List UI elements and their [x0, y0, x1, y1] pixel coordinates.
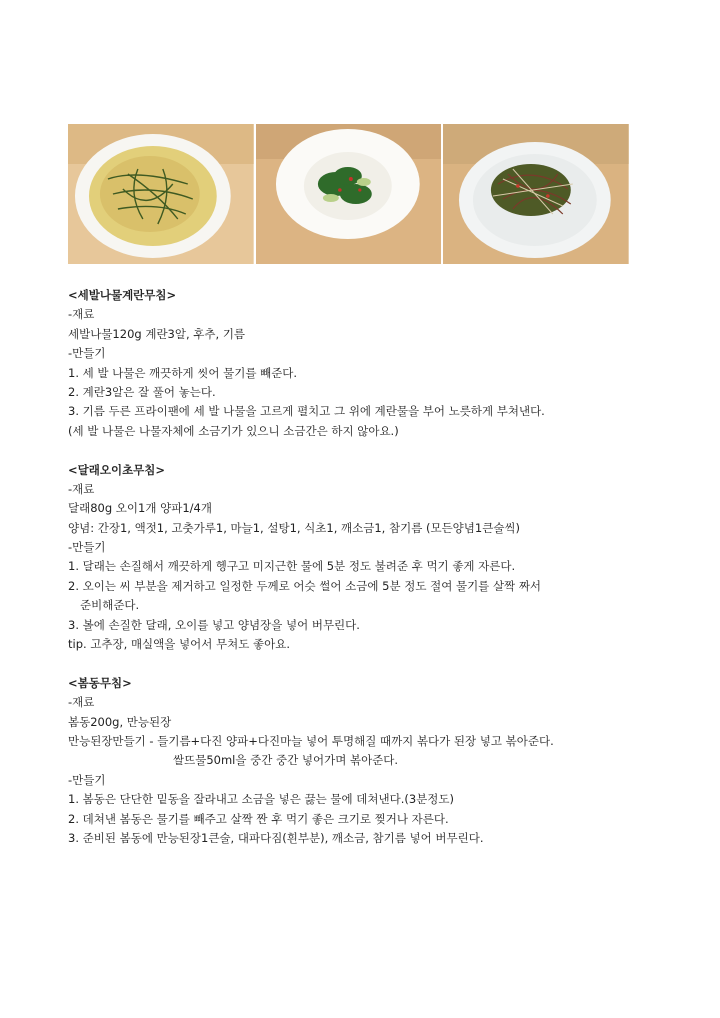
- section-label: -재료: [68, 307, 95, 322]
- step-line: 3. 준비된 봄동에 만능된장1큰술, 대파다짐(흰부분), 깨소금, 참기름 넣어 버무린다.: [68, 830, 484, 845]
- sauce-line-continued: 쌀뜨물50ml을 중간 중간 넣어가며 볶아준다.: [173, 753, 399, 768]
- photo-sebal-egg: [68, 124, 254, 264]
- ingredient-line: 달래80g 오이1개 양파1/4개: [68, 501, 212, 516]
- ingredient-line: 봄동200g, 만능된장: [68, 714, 172, 729]
- section-label: -만들기: [68, 346, 106, 361]
- dish-photo-strip: [68, 124, 629, 264]
- photo-bomdong: [443, 124, 629, 264]
- section-label: -재료: [68, 695, 95, 710]
- step-line: 2. 데쳐낸 봄동은 물기를 빼주고 살짝 짠 후 먹기 좋은 크기로 찢거나 자른다.: [68, 811, 449, 826]
- step-line: 1. 달래는 손질해서 깨끗하게 헹구고 미지근한 물에 5분 정도 불려준 후 먹기 좋게 자른다.: [68, 559, 516, 574]
- step-line-continued: 준비해준다.: [80, 598, 140, 613]
- section-label: -재료: [68, 481, 95, 496]
- recipe-title: <달래오이초무침>: [68, 462, 166, 477]
- ingredient-line: 세발나물120g 계란3알, 후추, 기름: [68, 326, 246, 341]
- photo-dallae-cucumber: [256, 124, 442, 264]
- section-label: -만들기: [68, 772, 106, 787]
- recipe-document: [68, 286, 648, 848]
- tip-line: tip. 고추장, 매실액을 넣어서 무쳐도 좋아요.: [68, 637, 290, 652]
- sauce-line: 만능된장만들기 - 들기름+다진 양파+다진마늘 넣어 투명해질 때까지 볶다가 된장 넣고 볶아준다.: [68, 733, 554, 748]
- section-label: -만들기: [68, 540, 106, 555]
- step-line: 3. 기름 두른 프라이팬에 세 발 나물을 고르게 펼치고 그 위에 계란물을 부어 노릇하게 부쳐낸다.: [68, 404, 545, 419]
- recipe-title: <세발나물계란무침>: [68, 288, 177, 302]
- recipe-title: <봄동무침>: [68, 675, 132, 690]
- step-line: 1. 봄동은 단단한 밑동을 잘라내고 소금을 넣은 끓는 물에 데쳐낸다.(3분정도): [68, 792, 454, 807]
- step-line: 1. 세 발 나물은 깨끗하게 씻어 물기를 빼준다.: [68, 365, 298, 380]
- note-line: (세 발 나물은 나물자체에 소금기가 있으니 소금간은 하지 않아요.): [68, 423, 399, 438]
- step-line: 2. 오이는 씨 부분을 제거하고 일정한 두께로 어슷 썰어 소금에 5분 정도 절여 물기를 살짝 짜서: [68, 578, 542, 593]
- step-line: 3. 볼에 손질한 달래, 오이를 넣고 양념장을 넣어 버무린다.: [68, 617, 360, 632]
- seasoning-line: 양념: 간장1, 액젓1, 고춧가루1, 마늘1, 설탕1, 식초1, 깨소금1, 참기름 (모든양념1큰술씩): [68, 520, 521, 535]
- step-line: 2. 계란3알은 잘 풀어 놓는다.: [68, 384, 216, 399]
